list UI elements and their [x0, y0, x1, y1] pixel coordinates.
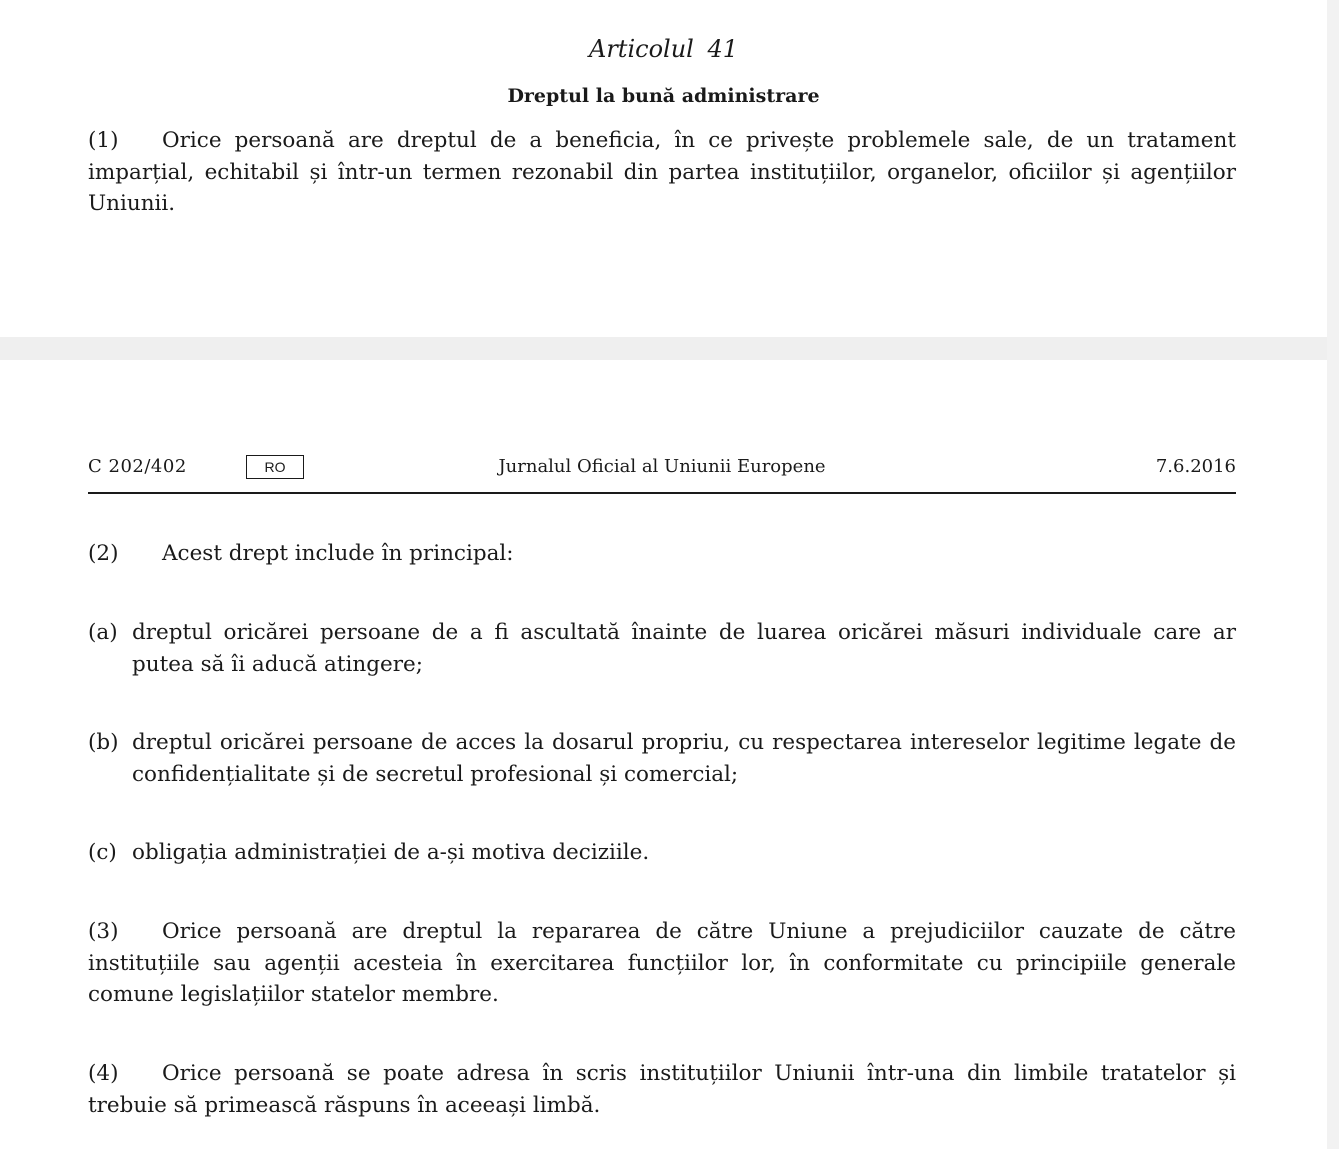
paragraph-3-text: Orice persoană are dreptul la repararea de către Uniune a prejudiciilor cauzate de către instituțiile sau agenții acesteia în exercitarea funcțiilor lor, în conformitate cu principiile generale comune legislațiilor statelor membre.	[88, 919, 1236, 1007]
list-item	[88, 837, 1236, 869]
list-item-letter: (b)	[88, 730, 119, 755]
article-heading: Dreptul la bună administrare	[507, 85, 820, 107]
list-item-letter: (a)	[88, 620, 118, 645]
list-item-letter: (c)	[88, 840, 117, 865]
journal-title: Jurnalul Oficial al Uniunii Europene	[498, 456, 826, 477]
list-item-text: obligația administrației de a-și motiva deciziile.	[132, 840, 650, 865]
paragraph-3-number: (3)	[88, 919, 119, 944]
paragraph-1	[88, 125, 1236, 220]
article-title: Articolul 41	[589, 35, 738, 63]
paragraph-4-number: (4)	[88, 1061, 119, 1086]
paragraph-4-text: Orice persoană se poate adresa în scris instituțiilor Uniunii într-una din limbile tratatelor și trebuie să primească răspuns în aceeași limbă.	[88, 1061, 1236, 1118]
paragraph-1-number: (1)	[88, 128, 119, 153]
journal-header	[88, 452, 1236, 494]
paragraph-1-text: Orice persoană are dreptul de a beneficia, în ce privește problemele sale, de un tratament imparțial, echitabil și într-un termen rezonabil din partea instituțiilor, organelor, oficiilor și agențiilor Uniunii.	[88, 128, 1236, 216]
list-item	[88, 617, 1236, 680]
list-item-text: dreptul oricărei persoane de a fi ascultată înainte de luarea oricărei măsuri individuale care ar putea să îi aducă atingere;	[132, 620, 1236, 677]
journal-date: 7.6.2016	[1155, 456, 1236, 477]
paragraph-3	[88, 916, 1236, 1011]
list-item-text: dreptul oricărei persoane de acces la dosarul propriu, cu respectarea intereselor legitime legate de confidențialitate și de secretul profesional și comercial;	[132, 730, 1236, 787]
list-item	[88, 727, 1236, 790]
language-badge: RO	[246, 455, 304, 479]
paragraph-2-number: (2)	[88, 541, 119, 566]
paragraph-4	[88, 1058, 1236, 1121]
scrollbar-track[interactable]	[1327, 0, 1339, 1149]
paragraph-2	[88, 538, 1236, 570]
journal-reference: C 202/402	[88, 456, 187, 477]
paragraph-2-text: Acest drept include în principal:	[162, 541, 514, 566]
